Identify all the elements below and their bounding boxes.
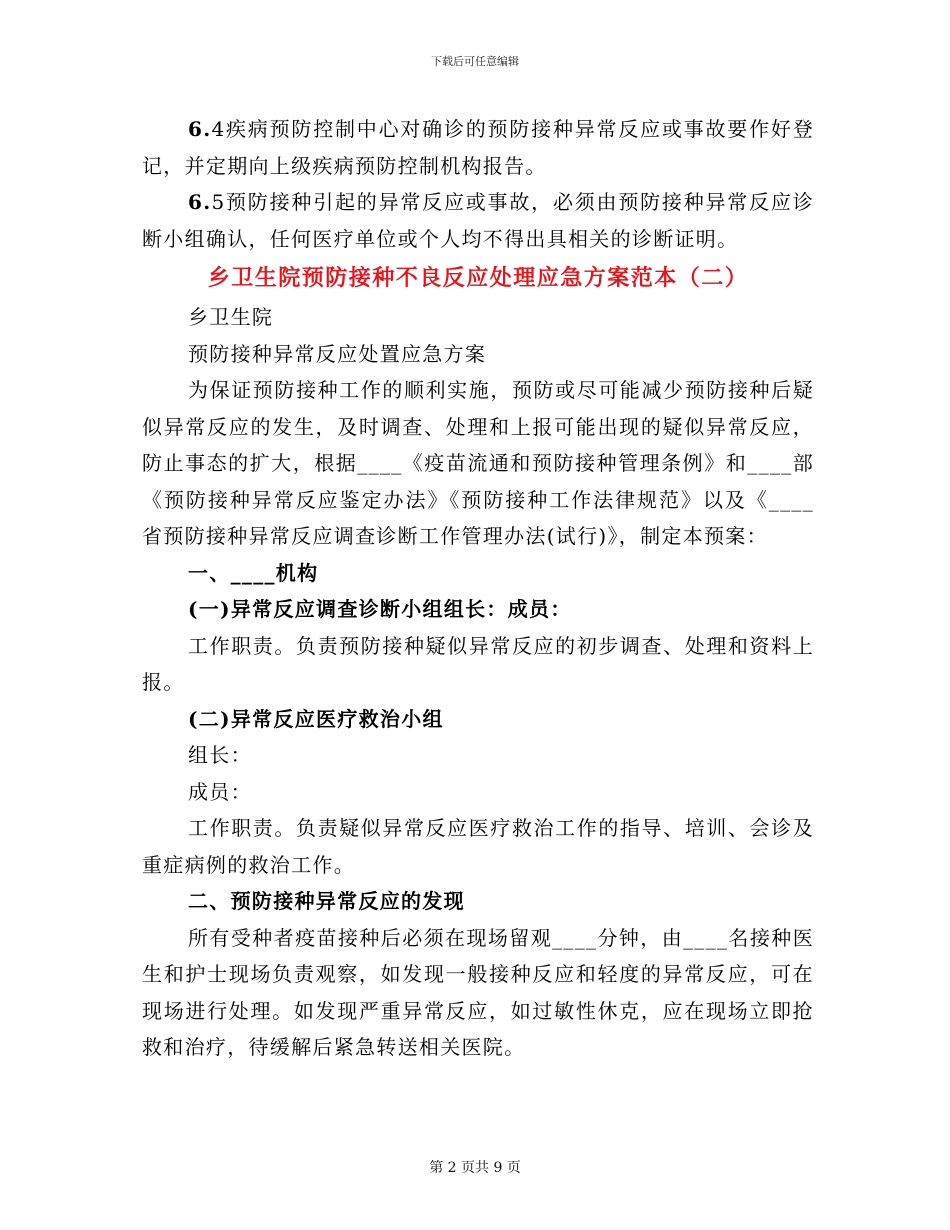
org-line: 乡卫生院	[188, 305, 274, 329]
item-6-4	[142, 111, 814, 184]
duty-paragraph-2: 工作职责。负责疑似异常反应医疗救治工作的指导、培训、会诊及重症病例的救治工作。	[142, 816, 814, 877]
section-heading-2: 二、预防接种异常反应的发现	[188, 889, 465, 913]
document-body	[142, 111, 814, 1066]
duty-paragraph-1: 工作职责。负责预防接种疑似异常反应的初步调查、处理和资料上报。	[142, 633, 814, 694]
page-header: 下载后可任意编辑	[431, 55, 519, 68]
item-number: 6.	[188, 117, 212, 141]
members-line: 成员：	[188, 779, 252, 804]
subheading-1-2: (二)异常反应医疗救治小组	[188, 706, 444, 731]
observation-paragraph: 所有受种者疫苗接种后必须在现场留观____分钟，由____名接种医生和护士现场负责观察，如发现一般接种反应和轻度的异常反应，可在现场进行处理。如发现严重异常反应，如过敏性休克，应在现场立即抢救和治疗，待缓解后紧急转送相关医院。	[142, 925, 814, 1059]
leader-line: 组长：	[188, 743, 252, 767]
page-footer: 第 2 页共 9 页	[429, 1160, 521, 1176]
item-text: 4疾病预防控制中心对确诊的预防接种异常反应或事故要作好登记，并定期向上级疾病预防控制机构报告。	[142, 117, 814, 178]
section-heading-1: 一、____机构	[188, 560, 319, 585]
item-6-5	[142, 184, 814, 257]
subheading-1-1: (一)异常反应调查诊断小组组长：成员：	[188, 597, 572, 621]
plan-name-line: 预防接种异常反应处置应急方案	[188, 341, 487, 366]
item-text: 5预防接种引起的异常反应或事故，必须由预防接种异常反应诊断小组确认，任何医疗单位或个人均不得出具相关的诊断证明。	[142, 190, 814, 251]
intro-paragraph: 为保证预防接种工作的顺利实施，预防或尽可能减少预防接种后疑似异常反应的发生，及时调查、处理和上报可能出现的疑似异常反应，防止事态的扩大，根据____《疫苗流通和预防接种管理条例》和____部《预防接种异常反应鉴定办法》《预防接种工作法律规范》以及《____省预防接种异常反应调查诊断工作管理办法(试行)》，制定本预案：	[142, 378, 814, 548]
document-title: 乡卫生院预防接种不良反应处理应急方案范本（二）	[207, 265, 749, 291]
item-number: 6.	[188, 190, 212, 214]
